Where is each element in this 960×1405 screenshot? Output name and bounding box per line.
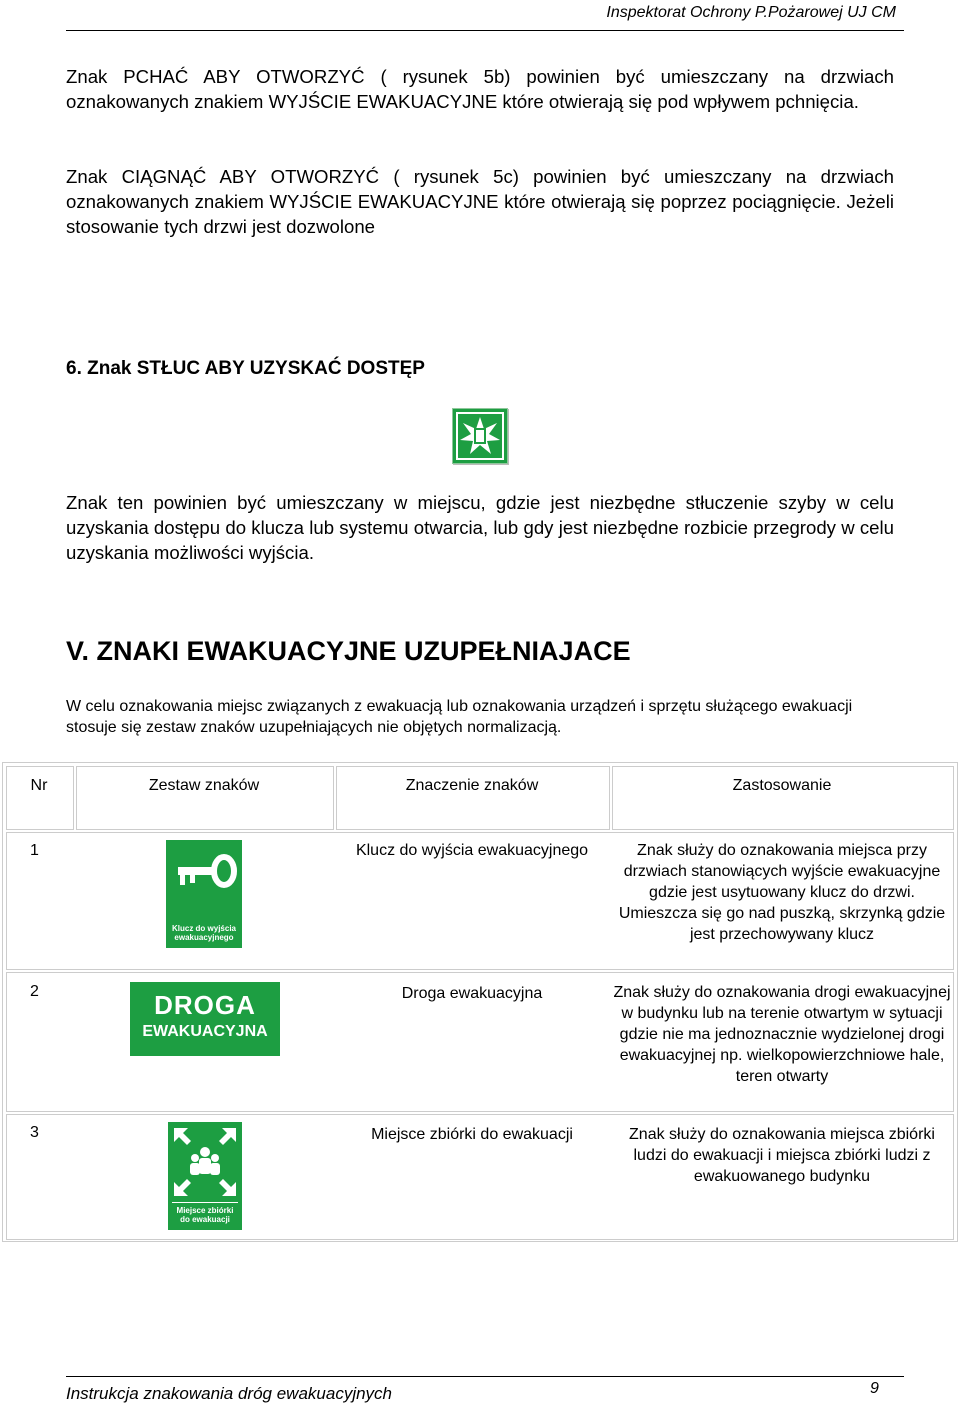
section-heading-supplementary: V. ZNAKI EWAKUACYJNE UZUPEŁNIAJACE [66, 636, 631, 666]
row-nr: 3 [30, 1124, 39, 1141]
break-glass-sign-icon [452, 408, 508, 464]
header-meaning: Znaczenie znaków [405, 777, 539, 794]
assembly-point-sign-icon [168, 1122, 242, 1230]
paragraph-pull-sign: Znak CIĄGNĄĆ ABY OTWORZYĆ ( rysunek 5c) powinien być umieszczany na drzwiach oznakowanych znakiem WYJŚCIE EWAKUACYJNE które otwierają się poprzez pociągnięcie. Jeżeli stosowanie tych drzwi jest dozwolone [66, 166, 894, 237]
header-nr: Nr [30, 777, 48, 794]
page-header [66, 0, 904, 31]
header-title: Inspektorat Ochrony P.Pożarowej UJ CM [606, 4, 896, 21]
paragraph-push-sign: Znak PCHAĆ ABY OTWORZYĆ ( rysunek 5b) powinien być umieszczany na drzwiach oznakowanych znakiem WYJŚCIE EWAKUACYJNE które otwierają się pod wpływem pchnięcia. [66, 66, 894, 112]
row-use: Znak służy do oznakowania miejsca przy drzwiach stanowiących wyjście ewakuacyjne gdzie jest usytuowany klucz do drzwi. Umieszcza się go nad puszką, skrzynką gdzie jest przechowywany klucz [618, 842, 946, 943]
key-sign-label: Klucz do wyjścia ewakuacyjnego [171, 924, 237, 942]
page-footer-rule [66, 1376, 904, 1377]
row-nr: 2 [30, 983, 39, 1000]
footer-title: Instrukcja znakowania dróg ewakuacyjnych [66, 1384, 393, 1403]
row-meaning: Miejsce zbiórki do ewakuacji [371, 1126, 573, 1143]
page-number: 9 [870, 1380, 879, 1397]
evacuation-route-sign [130, 982, 280, 1056]
row-meaning: Klucz do wyjścia ewakuacyjnego [355, 842, 589, 859]
droga-sign-line2: EWAKUACYJNA [142, 1023, 268, 1040]
droga-sign-line1: DROGA [154, 990, 256, 1020]
key-sign-icon [166, 840, 242, 948]
section-heading-break-sign: 6. Znak STŁUC ABY UZYSKAĆ DOSTĘP [66, 358, 425, 379]
paragraph-supplementary-intro: W celu oznakowania miejsc związanych z ewakuacją lub oznakowania urządzeń i sprzętu służącego ewakuacji stosuje się zestaw znaków uzupełniających nie objętych normalizacją. [66, 698, 853, 736]
row-meaning: Droga ewakuacyjna [401, 985, 543, 1002]
header-use: Zastosowanie [732, 777, 832, 794]
assembly-sign-label: Miejsce zbiórki do ewakuacji [172, 1202, 238, 1224]
header-set: Zestaw znaków [148, 777, 260, 794]
paragraph-break-sign: Znak ten powinien być umieszczany w miejscu, gdzie jest niezbędne stłuczenie szyby w celu uzyskania dostępu do klucza lub systemu otwarcia, lub gdy jest niezbędne rozbicie przegrody w celu uzyskania możliwości wyjścia. [66, 492, 894, 563]
row-use: Znak służy do oznakowania miejsca zbiórki ludzi do ewakuacji i miejsca zbiórki ludzi z ewakuowanego budynku [629, 1126, 935, 1185]
row-nr: 1 [30, 842, 39, 859]
row-use: Znak służy do oznakowania drogi ewakuacyjnej w budynku lub na terenie otwartym w sytuacji gdzie nie ma jednoznacznie wydzielonej drogi ewakuacyjnej np. wielkopowierzchniowe hale, teren otwarty [613, 984, 951, 1085]
